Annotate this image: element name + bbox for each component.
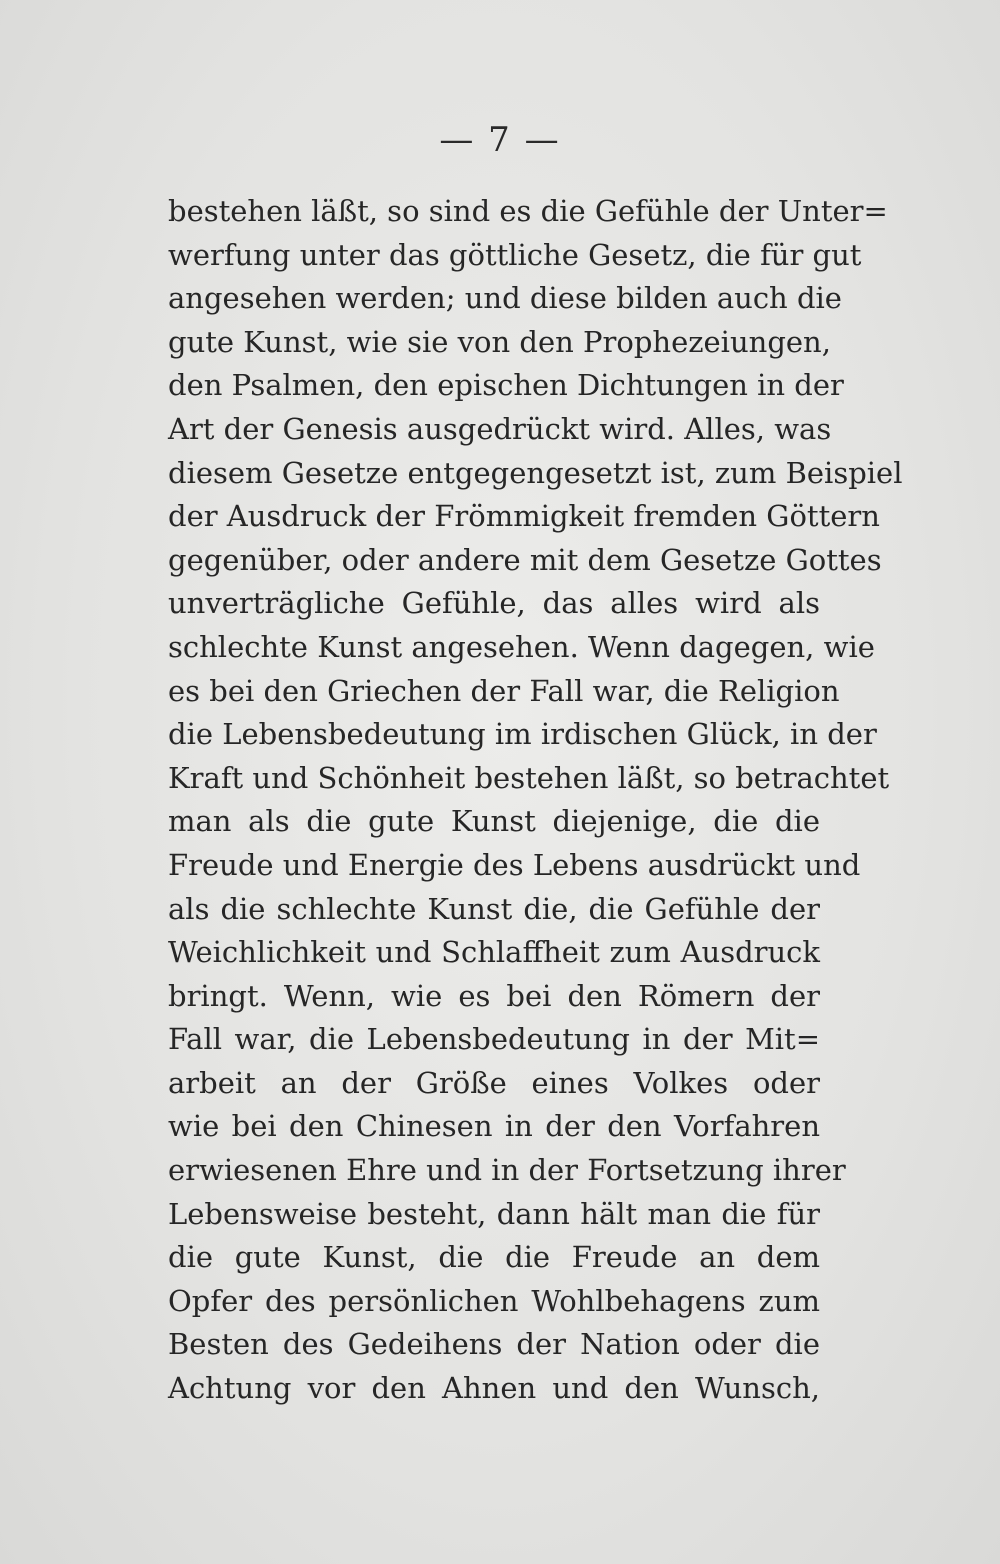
text-line: Lebensweise besteht, dann hält man die für <box>168 1196 820 1231</box>
body-text <box>168 190 903 1411</box>
text-line: wie bei den Chinesen in der den Vorfahren <box>168 1109 820 1144</box>
text-line: gute Kunst, wie sie von den Prophezeiungen, <box>168 324 831 359</box>
text-line: bestehen läßt, so sind es die Gefühle der Unter= <box>168 194 888 228</box>
text-line: bringt. Wenn, wie es bei den Römern der <box>168 978 820 1013</box>
text-line: die gute Kunst, die die Freude an dem <box>168 1240 820 1275</box>
text-line: Fall war, die Lebensbedeutung in der Mit= <box>168 1022 820 1057</box>
text-line: Opfer des persönlichen Wohlbehagens zum <box>168 1283 820 1318</box>
text-line: diesem Gesetze entgegengesetzt ist, zum Beispiel <box>168 455 903 490</box>
text-line: arbeit an der Größe eines Volkes oder <box>168 1065 820 1100</box>
text-line: angesehen werden; und diese bilden auch die <box>168 281 842 316</box>
text-line: Weichlichkeit und Schlaffheit zum Ausdruck <box>168 935 820 970</box>
text-line: Kraft und Schönheit bestehen läßt, so betrachtet <box>168 760 890 795</box>
text-line: gegenüber, oder andere mit dem Gesetze Gottes <box>168 542 882 577</box>
text-line: Achtung vor den Ahnen und den Wunsch, <box>168 1371 820 1406</box>
text-line: Freude und Energie des Lebens ausdrückt und <box>168 847 861 882</box>
text-line: den Psalmen, den epischen Dichtungen in der <box>168 368 844 403</box>
text-line: unverträgliche Gefühle, das alles wird als <box>168 586 820 621</box>
text-line: es bei den Griechen der Fall war, die Religion <box>168 673 840 708</box>
text-line: Besten des Gedeihens der Nation oder die <box>168 1327 820 1362</box>
text-line: der Ausdruck der Frömmigkeit fremden Göttern <box>168 499 880 534</box>
text-line: schlechte Kunst angesehen. Wenn dagegen, wie <box>168 629 875 664</box>
text-line: erwiesenen Ehre und in der Fortsetzung ihrer <box>168 1153 846 1188</box>
page-number: — 7 — <box>439 120 561 160</box>
text-line: werfung unter das göttliche Gesetz, die für gut <box>168 237 862 272</box>
text-line: Art der Genesis ausgedrückt wird. Alles, was <box>168 411 832 446</box>
text-line: die Lebensbedeutung im irdischen Glück, in der <box>168 717 877 752</box>
text-line: man als die gute Kunst diejenige, die die <box>168 804 820 839</box>
text-line: als die schlechte Kunst die, die Gefühle der <box>168 891 820 926</box>
